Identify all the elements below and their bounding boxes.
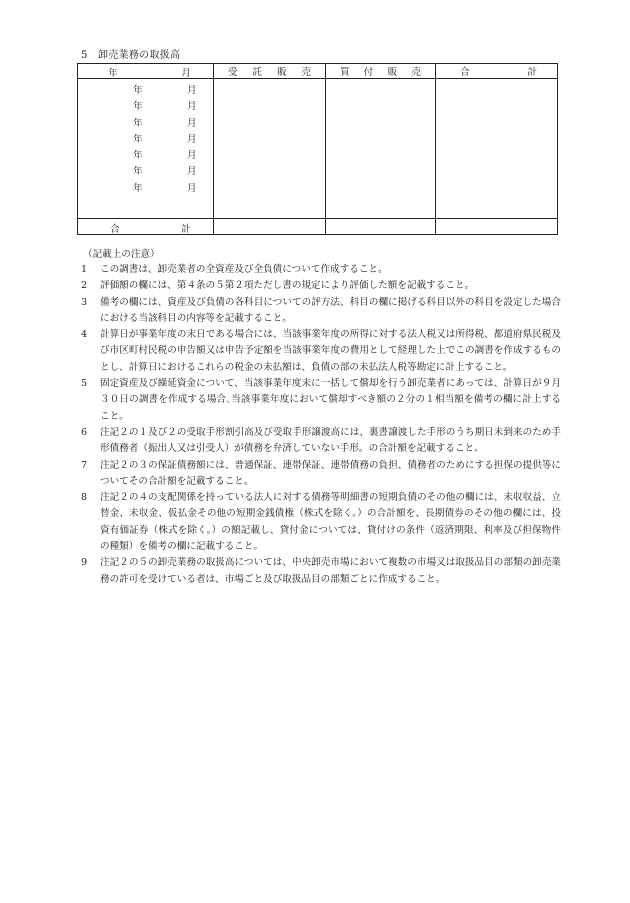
header-char: 買 <box>340 67 350 78</box>
total-purchase-cell <box>326 219 436 235</box>
note-item: 1 この調書は、卸売業者の全資産及び全負債について作成すること。 <box>81 264 388 275</box>
header-char: 販 <box>387 67 398 78</box>
table-body-row <box>78 79 558 208</box>
total-consignment-cell <box>214 219 326 235</box>
table-spacer-row <box>78 207 558 219</box>
table-total-row <box>78 219 558 235</box>
month-line: 年 月 <box>133 101 197 113</box>
header-char: 合 <box>460 67 470 78</box>
note-item: 3 備考の欄には、資産及び負債の各科目についての評方法、科目の欄に掲げる科目以外の科目を設定した場合における当該科目の内容等を記載すること。 <box>81 296 561 324</box>
header-consignment-sales <box>214 64 326 79</box>
header-year: 年 <box>108 68 118 79</box>
header-char: 売 <box>301 67 311 78</box>
month-list-cell <box>78 79 214 208</box>
notes-heading: （記載上の注意） <box>83 249 160 260</box>
grand-total-cell <box>436 219 558 235</box>
notes-list <box>81 262 561 588</box>
month-line: 年 月 <box>133 117 197 129</box>
consignment-sales-cell <box>214 79 326 208</box>
total-label-cell <box>78 219 214 235</box>
header-char: 売 <box>411 67 421 78</box>
month-line: 年 月 <box>133 150 197 162</box>
header-total <box>436 64 558 79</box>
note-item: 4 計算日が事業年度の末日である場合には、当該事業年度の所得に対する法人税又は所得税、都道府県民税及び市区町村民税の申告額又は申告予定額を当該事業年度の費用として経理した上でこの調書を作成するものとし、計算日におけるこれらの税金の未払額は、負債の部の未払法人税等勘定に計上すること。 <box>81 329 561 373</box>
total-cell <box>436 79 558 208</box>
month-line: 年 月 <box>133 133 197 145</box>
header-char: 託 <box>252 67 263 78</box>
note-item: 9 注記２の５の卸売業務の取扱高については、中央卸売市場において複数の市場又は取扱品目の部類の卸売業務の許可を受けている者は、市場ごと及び取扱品目の部類ごとに作成すること。 <box>81 557 561 585</box>
header-char: 販 <box>276 67 287 78</box>
month-line: 年 月 <box>133 182 197 194</box>
total-label-char: 合 <box>110 224 120 235</box>
header-purchase-sales <box>326 64 436 79</box>
note-item: 2 評価額の欄には、第４条の５第２項ただし書の規定により評価した額を記載すること。 <box>81 280 475 292</box>
month-line: 年 月 <box>133 85 197 96</box>
header-year-month <box>78 64 214 79</box>
header-char: 受 <box>228 67 238 78</box>
total-label-char: 計 <box>181 224 191 235</box>
header-char: 計 <box>527 67 537 78</box>
wholesale-volume-table <box>77 63 558 235</box>
header-month: 月 <box>181 68 191 79</box>
note-item: 8 注記２の４の支配関係を持っている法人に対する債務等明細書の短期負債のその他の欄には、未収収益、立替金、未収金、仮払金その他の短期金銭債権（株式を除く。）の合計額を、長期債券のその他の欄には、投資有価証券（株式を除く。）の額記載し、貸付金については、貸付けの条件（返済期限、利率及び担保物件の種類）を備考の欄に記載すること。 <box>81 492 561 553</box>
table-header-row <box>78 64 558 79</box>
header-char: 付 <box>363 67 374 78</box>
note-item: 5 固定資産及び繰延資金について、当該事業年度末に一括して償却を行う卸売業者にあっては、計算日が９月３０日の調書を作成する場合､当該事業年度において償却すべき額の２分の１相当額を備考の欄に計上すること。 <box>81 378 561 422</box>
note-item: 6 注記２の１及び２の受取手形割引高及び受取手形譲渡高には、裏書譲渡した手形のうち期日未到来のため手形債務者（振出人又は引受人）が債務を弁済していない手形。の合計額を記載すること。 <box>81 426 561 455</box>
note-item: 7 注記２の３の保証債務額には、普通保証、連帯保証、連帯債務の負担、債務者のためにする担保の提供等についてその合計額を記載すること。 <box>81 459 561 487</box>
section-title: 5 卸売業務の取扱高 <box>81 50 181 61</box>
purchase-sales-cell <box>326 79 436 208</box>
month-line: 年 月 <box>133 166 197 178</box>
